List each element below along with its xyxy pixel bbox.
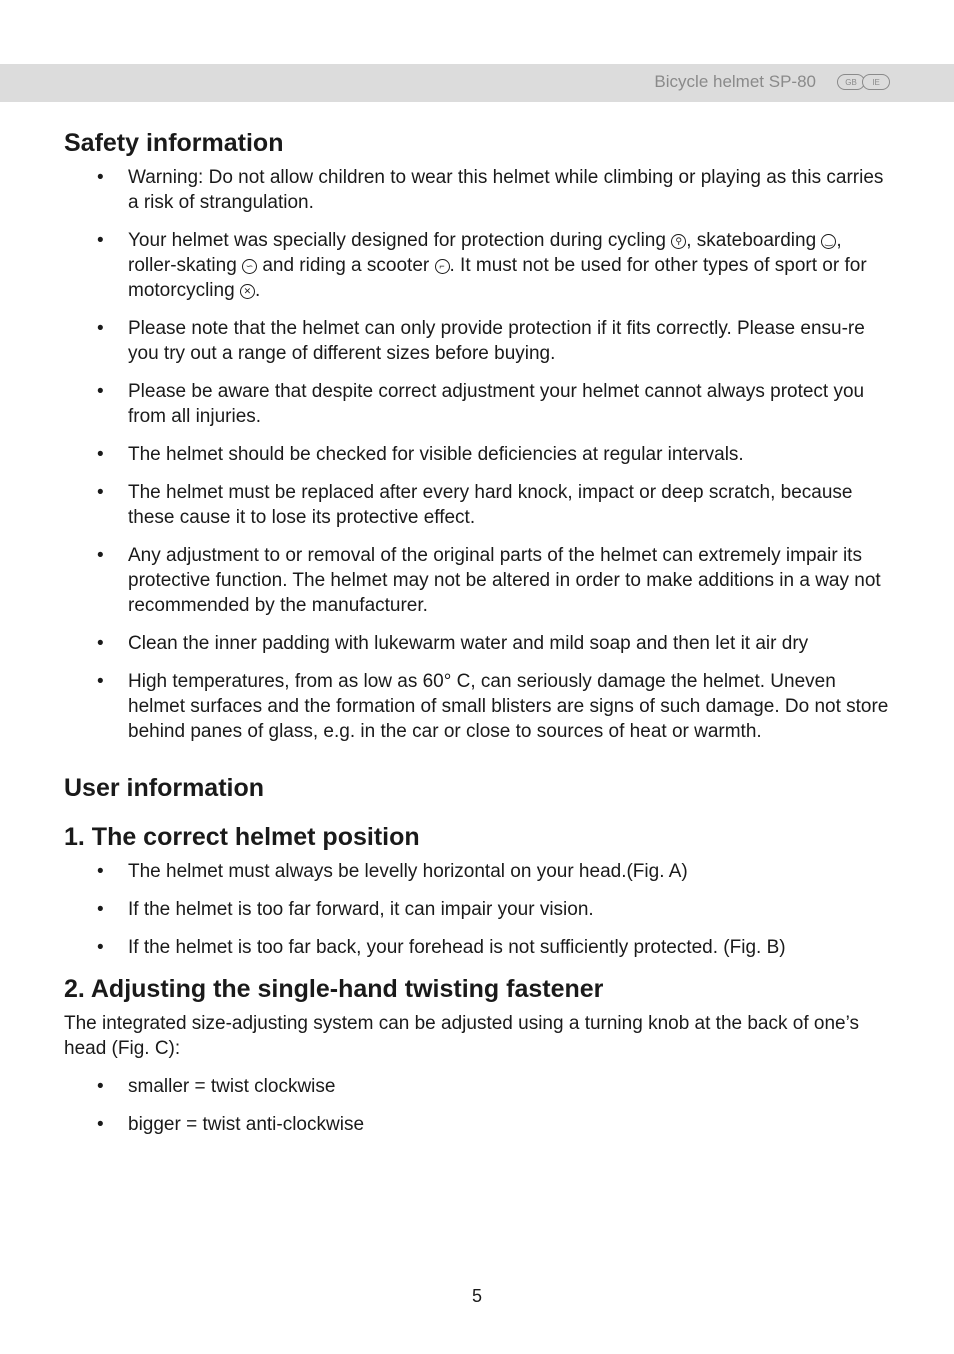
list-item-text: . It must not be used for other types of sport or for motorcycling	[128, 255, 867, 301]
list-item: • Please note that the helmet can only provide protection if it fits correctly. Please ensu-re you try out a range of different sizes before buying.	[64, 316, 892, 366]
position-heading: 1. The correct helmet position	[64, 823, 420, 851]
bicycle-icon: ⚲	[671, 234, 686, 249]
header-band	[0, 64, 954, 102]
list-item-text: .	[254, 280, 261, 301]
list-item: • High temperatures, from as low as 60° C, can seriously damage the helmet. Uneven helmet surfaces and the formation of small blisters are signs of such damage. Do not store behind panes of glass, e.g. in the car or close to sources of heat or warmth.	[64, 669, 892, 744]
list-item: • Please be aware that despite correct adjustment your helmet cannot always protect you from all injuries.	[64, 379, 892, 429]
list-item: • bigger = twist anti-clockwise	[64, 1112, 892, 1137]
list-item: • The helmet should be checked for visible deficiencies at regular intervals.	[64, 442, 892, 467]
list-item-text: , skateboarding	[686, 230, 817, 251]
list-item: • Any adjustment to or removal of the original parts of the helmet can extremely impair its protective function. The helmet may not be altered in order to make additions in a way not recommended by the manufacturer.	[64, 543, 892, 618]
roller-skate-icon: ∽	[242, 259, 257, 274]
list-item: • The helmet must always be levelly horizontal on your head.(Fig. A)	[64, 859, 892, 884]
list-item-text: , roller-skating	[128, 230, 842, 276]
scooter-icon: ⌐	[435, 259, 450, 274]
safety-list	[64, 165, 892, 744]
user-info-heading: User information	[64, 774, 265, 802]
list-item: • Warning: Do not allow children to wear this helmet while climbing or playing as this carries a risk of strangulation.	[64, 165, 892, 215]
list-item: • The helmet must be replaced after every hard knock, impact or deep scratch, because these cause it to lose its protective effect.	[64, 480, 892, 530]
list-item: • If the helmet is too far forward, it can impair your vision.	[64, 897, 892, 922]
language-badges	[840, 74, 890, 90]
list-item-text: Your helmet was specially designed for protection during cycling	[128, 230, 666, 251]
fastener-heading: 2. Adjusting the single-hand twisting fastener	[64, 975, 604, 1003]
list-item: • Clean the inner padding with lukewarm water and mild soap and then let it air dry	[64, 631, 892, 656]
language-badge-ie: IE	[862, 74, 890, 90]
list-item: • smaller = twist clockwise	[64, 1074, 892, 1099]
list-item-text: and riding a scooter	[262, 255, 430, 276]
list-item: • If the helmet is too far back, your forehead is not sufficiently protected. (Fig. B)	[64, 935, 892, 960]
fastener-list	[64, 1074, 892, 1137]
header-title: Bicycle helmet SP-80	[654, 72, 816, 91]
page-number: 5	[471, 1286, 482, 1306]
position-list	[64, 859, 892, 960]
list-item	[64, 228, 892, 303]
fastener-intro: The integrated size-adjusting system can be adjusted using a turning knob at the back of one’s head (Fig. C):	[64, 1013, 859, 1059]
no-motorcycle-icon: ✕	[240, 284, 255, 299]
safety-heading: Safety information	[64, 129, 284, 157]
page-content	[64, 127, 892, 1150]
skateboard-icon: ‿	[821, 234, 836, 249]
language-badge-gb: GB	[837, 74, 865, 90]
